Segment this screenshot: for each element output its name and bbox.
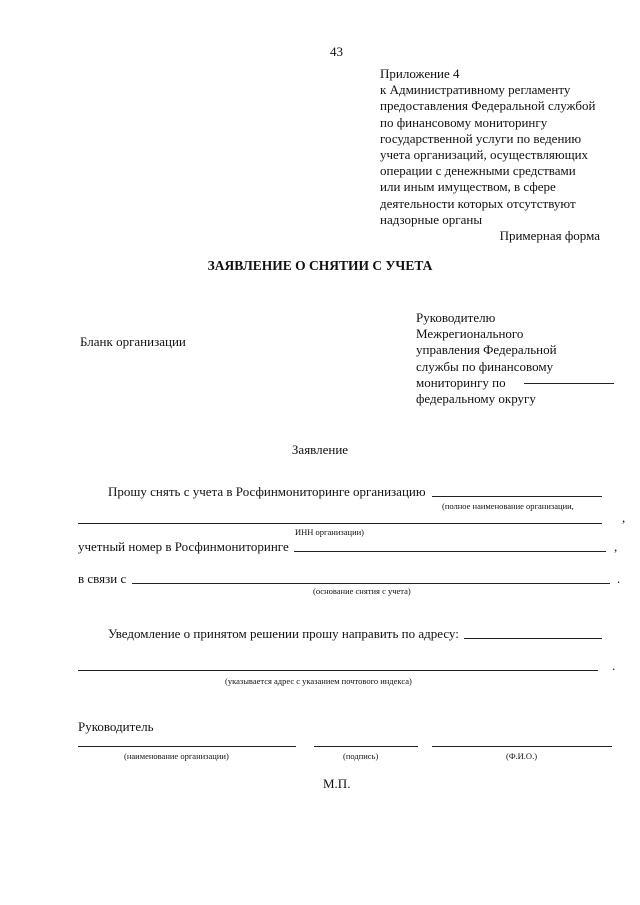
appendix-line: или иным имуществом, в сфере — [380, 179, 556, 195]
sample-form-label: Примерная форма — [499, 228, 600, 243]
comma: , — [622, 510, 626, 525]
address-caption: (указывается адрес с указанием почтового индекса) — [225, 676, 412, 686]
org-name-caption: (полное наименование организации, — [442, 501, 574, 511]
address-continuation-line[interactable] — [78, 670, 598, 671]
request-text: Прошу снять с учета в Росфинмониторинге организацию — [108, 484, 426, 499]
statement-heading: Заявление — [291, 442, 349, 457]
org-name-continuation-line[interactable] — [78, 523, 602, 524]
reason-field-line[interactable] — [132, 583, 610, 584]
stamp-place-label: М.П. — [323, 776, 351, 791]
org-name-field-line[interactable] — [432, 496, 602, 497]
appendix-line: надзорные органы — [380, 211, 483, 227]
addressee-line: федеральному округу — [416, 391, 536, 407]
addressee-block — [416, 310, 557, 407]
appendix-line: операции с денежными средствами — [380, 163, 576, 179]
head-label: Руководитель — [78, 719, 154, 734]
district-field-line[interactable] — [524, 383, 614, 384]
sign-line[interactable] — [314, 746, 418, 747]
page-number: 43 — [330, 44, 343, 59]
appendix-line: деятельности которых отсутствуют — [380, 195, 576, 211]
reason-label: в связи с — [78, 571, 127, 586]
addressee-line: мониторингу по — [416, 374, 506, 390]
addressee-line: Межрегионального — [416, 326, 524, 342]
reg-number-label: учетный номер в Росфинмониторинге — [78, 539, 289, 554]
org-signature-line[interactable] — [78, 746, 296, 747]
period: . — [612, 658, 616, 673]
appendix-block — [380, 66, 595, 228]
document-title: ЗАЯВЛЕНИЕ О СНЯТИИ С УЧЕТА — [207, 258, 433, 273]
comma: , — [614, 539, 618, 554]
org-caption: (наименование организации) — [124, 751, 229, 761]
name-caption: (Ф.И.О.) — [506, 751, 538, 761]
letterhead-label: Бланк организации — [80, 334, 186, 349]
appendix-line: учета организаций, осуществляющих — [380, 147, 589, 163]
addressee-line: службы по финансовому — [416, 358, 554, 374]
addressee-line: управления Федеральной — [416, 342, 557, 358]
appendix-line: предоставления Федеральной службой — [380, 98, 596, 114]
sign-caption: (подпись) — [343, 751, 379, 761]
notify-text: Уведомление о принятом решении прошу направить по адресу: — [108, 626, 459, 641]
appendix-line: государственной услуги по ведению — [380, 130, 582, 146]
appendix-line: по финансовому мониторингу — [380, 114, 548, 130]
address-field-line[interactable] — [464, 638, 602, 639]
appendix-line: к Административному регламенту — [380, 82, 571, 98]
name-line[interactable] — [432, 746, 612, 747]
inn-caption: ИНН организации) — [295, 527, 365, 537]
addressee-line: Руководителю — [416, 310, 496, 325]
appendix-line: Приложение 4 — [380, 66, 460, 81]
reason-caption: (основание снятия с учета) — [313, 586, 411, 596]
period: . — [617, 571, 621, 586]
reg-number-field-line[interactable] — [294, 551, 606, 552]
